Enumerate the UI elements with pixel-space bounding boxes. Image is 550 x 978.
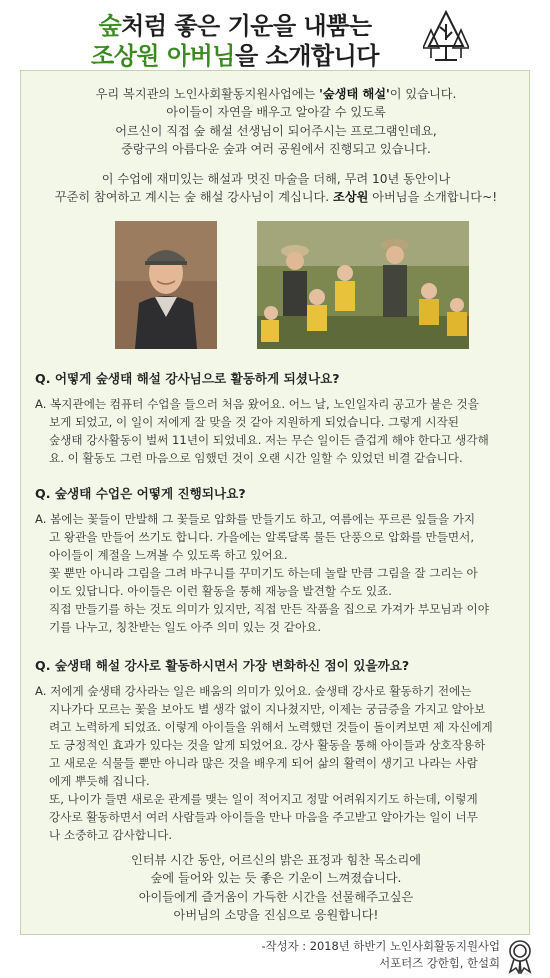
- outro-line-2: 숲에 들어와 있는 듯 좋은 기운이 느껴졌습니다.: [150, 871, 402, 886]
- question-3: Q. 숲생태 해설 강사로 활동하시면서 가장 변화하신 점이 있을까요?: [35, 658, 410, 673]
- answer-line: 아이들이 계절을 느껴볼 수 있도록 하고 있어요.: [49, 548, 288, 562]
- title-text-2: 을 소개합니다: [235, 42, 379, 70]
- title-highlight-2: 조상원 아버님: [91, 42, 235, 70]
- answer-line: 강사로 활동하면서 여러 사람들과 아이들을 만나 마음을 주고받고 알아가는 일이 너무: [49, 810, 478, 824]
- answer-line: 지나가다 모르는 꽃을 보아도 별 생각 없이 지나쳤지만, 이제는 궁금증을 가지고 알아보: [49, 702, 486, 716]
- answer-1: [35, 395, 521, 467]
- answer-line: 숲생태 강사활동이 벌써 11년이 되었네요. 저는 무슨 일이든 즐겁게 해야 한다고 생각해: [49, 433, 489, 447]
- intro-text: 아버님을 소개합니다~!: [368, 190, 498, 205]
- author-line-2: 서포터즈 강한힘, 한설희: [379, 955, 500, 970]
- answer-2: [35, 510, 521, 636]
- answer-line: 에게 뿌듯해 집니다.: [49, 774, 150, 788]
- answer-line: A. 봄에는 꽃들이 만발해 그 꽃들로 압화를 만들기도 하고, 여름에는 푸르른 잎들을 가지: [35, 512, 476, 526]
- answer-line: 기를 나누고, 칭찬받는 일도 아주 의미 있는 것 같아요.: [49, 620, 322, 634]
- answer-line: 나 소중하고 감사합니다.: [49, 828, 173, 842]
- intro-text: 꾸준히 참여하고 계시는 숲 해설 강사님이 계십니다.: [54, 190, 334, 205]
- answer-3: [35, 682, 521, 844]
- intro-line-3: 어르신이 직접 숲 해설 선생님이 되어주시는 프로그램인데요,: [115, 123, 437, 138]
- intro-line-4: 중랑구의 아름다운 숲과 여러 공원에서 진행되고 있습니다.: [121, 141, 431, 156]
- intro-bold: '숲생태 해설': [319, 87, 390, 101]
- answer-line: 이도 있답니다. 아이들은 이런 활동을 통해 재능을 발견할 수도 있죠.: [49, 584, 392, 598]
- portrait-photo: [115, 221, 217, 349]
- intro: [21, 85, 531, 207]
- intro-bold: 조상원: [333, 190, 369, 205]
- header: [0, 0, 550, 70]
- title-line-2: [0, 36, 470, 71]
- answer-line: A. 저에게 숲생태 강사라는 일은 배움의 의미가 있어요. 숲생태 강사로 활동하기 전에는: [35, 684, 472, 698]
- intro-line-6: [21, 188, 531, 206]
- intro-line-5: 이 수업에 재미있는 해설과 멋진 마술을 더해, 무려 10년 동안이나: [101, 172, 451, 187]
- class-photo: [257, 221, 469, 349]
- intro-line-1: [21, 85, 531, 103]
- class-illustration: [257, 221, 469, 349]
- tree-icon: [423, 10, 469, 62]
- answer-line: 보게 되었고, 이 일이 저에게 잘 맞을 것 같아 지원하게 되었습니다. 그렇게 시작된: [49, 415, 459, 429]
- title-highlight-1: 숲: [98, 12, 122, 40]
- answer-line: 꽃 뿐만 아니라 그림을 그려 바구니를 꾸미기도 하는데 놀랄 만큼 그림을 잘 그리는 아: [49, 566, 478, 580]
- answer-line: 고 새로운 식물들 뿐만 아니라 많은 것을 배우게 되어 삶의 활력이 생기고 나라는 사람: [49, 756, 478, 770]
- answer-line: 또, 나이가 들면 새로운 관계를 맺는 일이 적어지고 정말 어려워지기도 하는데, 이렇게: [49, 792, 478, 806]
- answer-line: A. 복지관에는 컴퓨터 수업을 들으러 처음 왔어요. 어느 날, 노인일자리 공고가 붙은 것을: [35, 397, 479, 411]
- footer: [0, 938, 500, 971]
- answer-line: 직접 만들기를 하는 것도 의미가 있지만, 직접 만든 작품을 집으로 가져가 부모님과 이야: [49, 602, 489, 616]
- answer-line: 려고 노력하게 되었죠. 이렇게 아이들을 위해서 노력했던 것들이 돌이켜보면 제 자신에게: [49, 720, 493, 734]
- question-1: Q. 어떻게 숲생태 해설 강사님으로 활동하게 되셨나요?: [35, 371, 340, 386]
- intro-line-2: 아이들이 자연을 배우고 알아갈 수 있도록: [166, 105, 386, 120]
- portrait-illustration: [115, 221, 217, 349]
- outro-line-3: 아이들에게 즐거움이 가득한 시간을 선물해주고싶은: [138, 889, 414, 904]
- answer-line: 요. 이 활동도 그런 마음으로 임했던 것이 오랜 시간 일할 수 있었던 비결 같습니다.: [49, 451, 463, 465]
- question-2: Q. 숲생태 수업은 어떻게 진행되나요?: [35, 486, 246, 501]
- intro-text: 우리 복지관의 노인사회활동지원사업에는: [95, 87, 320, 101]
- content-box: [20, 70, 530, 935]
- outro-line-4: 아버님의 소망을 진심으로 응원합니다!: [173, 907, 379, 922]
- answer-line: 도 긍정적인 효과가 있다는 것을 알게 되었어요. 강사 활동을 통해 아이들과 상호작용하: [49, 738, 486, 752]
- title-text-1: 처럼 좋은 기운을 내뿜는: [121, 12, 372, 40]
- author-line-1: -작성자 : 2018년 하반기 노인사회활동지원사업: [261, 939, 500, 953]
- medal-icon: [505, 938, 535, 974]
- outro: [21, 851, 531, 924]
- intro-text: 이 있습니다.: [389, 87, 457, 101]
- outro-line-1: 인터뷰 시간 동안, 어르신의 밝은 표정과 힘찬 목소리에: [130, 853, 421, 867]
- answer-line: 고 왕관을 만들어 쓰기도 합니다. 가을에는 알록달록 물든 단풍으로 압화를 만들면서,: [49, 530, 475, 544]
